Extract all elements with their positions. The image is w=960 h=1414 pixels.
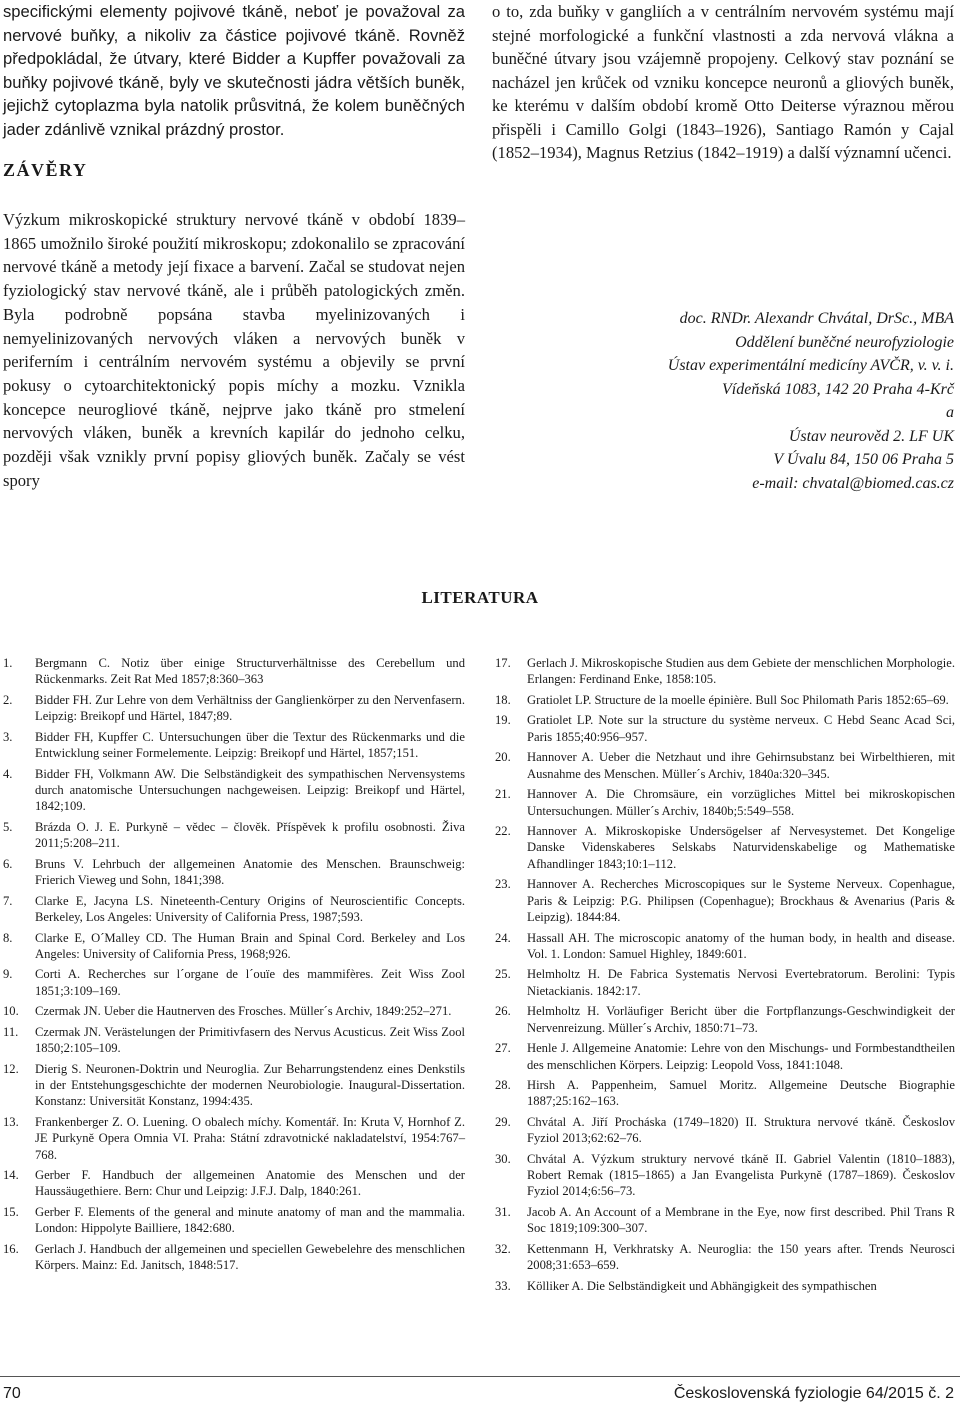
reference-text: Bidder FH, Volkmann AW. Die Selbständigkeit des sympathischen Nervensystems durch anatomische Untersuchungen nachgeweisen. Leipzig: Breikopf und Härtel, 1842;109. <box>35 766 465 814</box>
reference-number: 28. <box>495 1078 511 1093</box>
author-department: Oddělení buněčné neurofyziologie <box>735 333 954 351</box>
reference-item <box>495 692 955 708</box>
reference-number: 23. <box>495 877 511 892</box>
author-conjunction: a <box>946 404 954 421</box>
reference-item <box>3 1241 465 1274</box>
page-number: 70 <box>3 1385 21 1402</box>
author-institute-2: Ústav neurověd 2. LF UK <box>788 427 954 445</box>
reference-item <box>3 893 465 926</box>
reference-number: 3. <box>3 729 13 744</box>
reference-item <box>495 1077 955 1110</box>
reference-item <box>495 1278 955 1294</box>
reference-item <box>3 692 465 725</box>
reference-item <box>495 786 955 819</box>
reference-text: Bidder FH. Zur Lehre von dem Verhältniss der Ganglienkörper zu den Nervenfasern. Leipzig: Breikopf und Härtel, 1847;89. <box>35 692 465 724</box>
reference-text: Hannover A. Mikroskopiske Undersögelser af Nervesystemet. Det Kongelige Danske Videnskaberes Selskabs Naturvidenskabelige og Mathematiske Afhandlinger 1843;10:1–112. <box>527 824 955 871</box>
reference-item <box>3 819 465 852</box>
author-institute: Ústav experimentální medicíny AVČR, v. v. i. <box>667 357 954 374</box>
reference-text: Czermak JN. Verästelungen der Primitivfasern des Nervus Acusticus. Zeit Wiss Zool 1850;2:105–109. <box>35 1024 465 1056</box>
reference-number: 15. <box>3 1205 19 1220</box>
references-left-column <box>3 655 465 1278</box>
reference-text: Gerlach J. Mikroskopische Studien aus dem Gebiete der menschlichen Morphologie. Erlangen: Ferdinand Enke, 1858:105. <box>527 656 955 687</box>
reference-text: Corti A. Recherches sur l´organe de l´ouïe des mammifères. Zeit Wiss Zool 1851;3:109–169. <box>35 967 465 998</box>
reference-item <box>3 966 465 999</box>
reference-item <box>3 856 465 889</box>
reference-text: Dierig S. Neuronen-Doktrin und Neuroglia. Zur Beharrungstendenz eines Denkstils in der Entstehungsgeschichte der modernen Neurobiologie. Inaugural-Dissertation. Konstanz: Universität Konstanz, 1994:435. <box>35 1061 465 1109</box>
reference-item <box>495 655 955 688</box>
reference-item <box>495 823 955 872</box>
reference-text: Gerber F. Handbuch der allgemeinen Anatomie des Menschen und der Haussäugethiere. Bern: Chur und Leipzig: J.F.J. Dalp, 1840:261. <box>35 1168 465 1199</box>
footer-divider <box>0 1376 960 1377</box>
reference-item <box>495 712 955 745</box>
reference-number: 14. <box>3 1168 19 1183</box>
section-heading-conclusions: ZÁVĚRY <box>3 160 88 180</box>
reference-number: 9. <box>3 967 13 982</box>
reference-item <box>3 1003 465 1019</box>
reference-text: Hannover A. Die Chromsäure, ein vorzügliches Mittel bei mikroskopischen Untersuchungen. Müller´s Archiv, 1840b;5:549–558. <box>527 787 955 818</box>
reference-number: 8. <box>3 930 13 945</box>
reference-item <box>3 766 465 815</box>
reference-number: 1. <box>3 656 13 670</box>
reference-item <box>495 749 955 782</box>
reference-number: 10. <box>3 1004 19 1019</box>
reference-item <box>3 1204 465 1237</box>
reference-number: 18. <box>495 692 511 707</box>
reference-item <box>495 1114 955 1147</box>
reference-text: Jacob A. An Account of a Membrane in the Eye, now first described. Phil Trans R Soc 1819;109:300–307. <box>527 1205 955 1236</box>
reference-number: 32. <box>495 1241 511 1256</box>
reference-text: Chvátal A. Výzkum struktury nervové tkáně II. Gabriel Valentin (1810–1883), Robert Remak (1815–1865) a Jan Evangelista Purkyně (1787–1869). Českoslov Fyziol 2014;6:56–73. <box>527 1151 955 1199</box>
reference-number: 31. <box>495 1205 511 1220</box>
reference-text: Hassall AH. The microscopic anatomy of the human body, in health and disease. Vol. 1. London: Samuel Highley, 1849:601. <box>527 930 955 961</box>
reference-number: 33. <box>495 1278 511 1293</box>
reference-number: 29. <box>495 1114 511 1129</box>
reference-item <box>495 876 955 925</box>
reference-number: 26. <box>495 1004 511 1019</box>
reference-text: Bidder FH, Kupffer C. Untersuchungen über die Textur des Rückenmarks und die Entwicklung seiner Formelemente. Leipzig: Breikopf und Härtel, 1857;151. <box>35 729 465 761</box>
author-address-2: V Úvalu 84, 150 06 Praha 5 <box>773 451 954 468</box>
reference-number: 2. <box>3 692 13 707</box>
reference-item <box>3 1167 465 1200</box>
reference-item <box>495 1003 955 1036</box>
reference-text: Hannover A. Recherches Microscopiques sur le Systeme Nerveux. Copenhague, Paris & Leipzig: P.G. Philipsen (Copenhague); Brockhaus & Avenarius (Paris & Leipzig). 1844:84. <box>527 877 955 924</box>
reference-item <box>3 1114 465 1163</box>
reference-number: 16. <box>3 1241 19 1256</box>
journal-citation: Československá fyziologie 64/2015 č. 2 <box>673 1385 954 1402</box>
reference-item <box>495 930 955 963</box>
reference-text: Bergmann C. Notiz über einige Structurverhältnisse des Cerebellum und Rückenmarks. Zeit Rat Med 1857;8:360–363 <box>35 656 465 687</box>
reference-item <box>3 655 465 688</box>
reference-number: 25. <box>495 967 511 982</box>
reference-text: Gerlach J. Handbuch der allgemeinen und speciellen Gewebelehre des menschlichen Körpers. Mainz: Ed. Janitsch, 1848:517. <box>35 1241 465 1273</box>
author-name: doc. RNDr. Alexandr Chvátal, DrSc., MBA <box>679 310 954 327</box>
reference-text: Brázda O. J. E. Purkyně – vědec – člověk. Příspěvek k profilu osobnosti. Živa 2011;5:208–211. <box>35 819 465 851</box>
author-block <box>492 307 954 495</box>
reference-text: Czermak JN. Ueber die Hautnerven des Frosches. Müller´s Archiv, 1849:252–271. <box>35 1004 452 1019</box>
reference-number: 13. <box>3 1114 19 1129</box>
reference-number: 11. <box>3 1024 19 1039</box>
reference-text: Helmholtz H. Vorläufiger Bericht über die Fortpflanzungs-Geschwindigkeit der Nervenreizung. Müller´s Archiv, 1850:71–73. <box>527 1004 955 1035</box>
reference-text: Hannover A. Ueber die Netzhaut und ihre Gehirnsubstanz bei Wirbelthieren, mit Ausnahme des Menschen. Müller´s Archiv, 1840a:320–345. <box>527 750 955 781</box>
reference-item <box>495 966 955 999</box>
reference-number: 4. <box>3 766 13 781</box>
reference-number: 19. <box>495 713 511 728</box>
reference-number: 6. <box>3 856 13 871</box>
conclusions-paragraph: Výzkum mikroskopické struktury nervové tkáně v období 1839–1865 umožnilo široké použití mikroskopu; zdokonalilo se zpracování nervové tkáně a metody její fixace a barvení. Začal se studovat nejen fyziologický stav nervové tkáně, ale i průběh patologických změn. Byla podrobně popsána stavba myelinizovaných i nemyelinizovaných nervových vláken a nervových buněk v periferním i centrálním nervovém systému a objevily se první pokusy o cytoarchitektonický popis míchy a mozku. Vznikla koncepce neurogliové tkáně, nejprve jako tkáně pro stmelení nervových vláken, buněk a krevních kapilár do jednoho celku, později však vznikly první popisy gliových buněk. Začaly se vést spory <box>3 210 465 490</box>
reference-number: 20. <box>495 750 511 765</box>
reference-item <box>495 1040 955 1073</box>
reference-text: Gratiolet LP. Note sur la structure du système nerveux. C Hebd Seanc Acad Sci, Paris 1855;40:956–957. <box>527 713 955 744</box>
reference-text: Clarke E, Jacyna LS. Nineteenth-Century Origins of Neuroscientific Concepts. Berkeley, Los Angeles: University of California Press, 1987;593. <box>35 893 465 924</box>
reference-text: Kölliker A. Die Selbständigkeit und Abhängigkeit des sympathischen <box>527 1278 877 1293</box>
reference-number: 24. <box>495 930 511 945</box>
reference-item <box>3 930 465 963</box>
references-right-column <box>495 655 955 1298</box>
reference-text: Kettenmann H, Verkhratsky A. Neuroglia: the 150 years after. Trends Neurosci 2008;31:653–659. <box>527 1241 955 1273</box>
reference-number: 27. <box>495 1041 511 1056</box>
reference-text: Helmholtz H. De Fabrica Systematis Nervosi Evertebratorum. Berolini: Typis Nietackianis. 1842:17. <box>527 967 955 998</box>
reference-text: Bruns V. Lehrbuch der allgemeinen Anatomie des Menschen. Braunschweig: Frierich Vieweg und Sohn, 1841;398. <box>35 856 465 888</box>
author-email[interactable]: e-mail: chvatal@biomed.cas.cz <box>752 474 954 492</box>
reference-text: Frankenberger Z. O. Luening. O obalech míchy. Komentář. In: Kruta V, Hornhof Z. JE Purkyně Opera Omnia VI. Praha: Státní zdravotnické nakladatelství, 1954:767–768. <box>35 1114 465 1162</box>
reference-text: Gratiolet LP. Structure de la moelle épinière. Bull Soc Philomath Paris 1852:65–69. <box>527 692 949 707</box>
right-column-paragraph: o to, zda buňky v gangliích a v centrálním nervovém systému mají stejné morfologické a funkční vlastnosti a zda nervová vlákna a buněčné útvary jsou vzájemně propojeny. Celkový stav poznání se nacházel jen krůček od vzniku koncepce neuronů a gliových buněk, ke kterému v dalším období kromě Otto Deiterse výraznou měrou přispěli i Camillo Golgi (1843–1926), Santiago Ramón y Cajal (1852–1934), Magnus Retzius (1842–1919) a další významní učenci. <box>492 2 954 162</box>
reference-item <box>3 1024 465 1057</box>
reference-text: Hirsh A. Pappenheim, Samuel Moritz. Allgemeine Deutsche Biographie 1887;25:162–163. <box>527 1078 955 1109</box>
reference-text: Gerber F. Elements of the general and minute anatomy of man and the mammalia. London: Hippolyte Bailliere, 1842:680. <box>35 1205 465 1236</box>
reference-text: Henle J. Allgemeine Anatomie: Lehre von den Mischungs- und Formbestandtheilen des menschlichen Körpers. Leipzig: Leopold Voss, 1841:1048. <box>527 1041 955 1072</box>
reference-text: Chvátal A. Jiří Procháska (1749–1820) II. Struktura nervové tkáně. Českoslov Fyziol 2013;62:62–76. <box>527 1114 955 1146</box>
reference-number: 30. <box>495 1151 511 1166</box>
section-heading-literature: LITERATURA <box>421 588 539 607</box>
intro-paragraph: specifickými elementy pojivové tkáně, neboť je považoval za nervové buňky, a nikoliv za částice pojivové tkáně. Rovněž předpokládal, že útvary, které Bidder a Kupffer považovali za buňky pojivové tkáně, byly ve skutečnosti jádra větších buněk, jejichž cytoplazma byla natolik průsvitná, že kolem buněčných jader zdánlivě vznikal prázdný prostor. <box>3 2 465 139</box>
reference-item <box>495 1151 955 1200</box>
reference-number: 7. <box>3 893 13 908</box>
reference-number: 21. <box>495 787 511 802</box>
reference-item <box>3 729 465 762</box>
reference-number: 17. <box>495 656 511 670</box>
reference-item <box>3 1061 465 1110</box>
author-address: Vídeňská 1083, 142 20 Praha 4-Krč <box>722 380 954 398</box>
reference-item <box>495 1204 955 1237</box>
reference-item <box>495 1241 955 1274</box>
reference-text: Clarke E, O´Malley CD. The Human Brain and Spinal Cord. Berkeley and Los Angeles: University of California Press, 1968;926. <box>35 930 465 961</box>
reference-number: 12. <box>3 1061 19 1076</box>
reference-number: 22. <box>495 824 511 839</box>
reference-number: 5. <box>3 819 13 834</box>
